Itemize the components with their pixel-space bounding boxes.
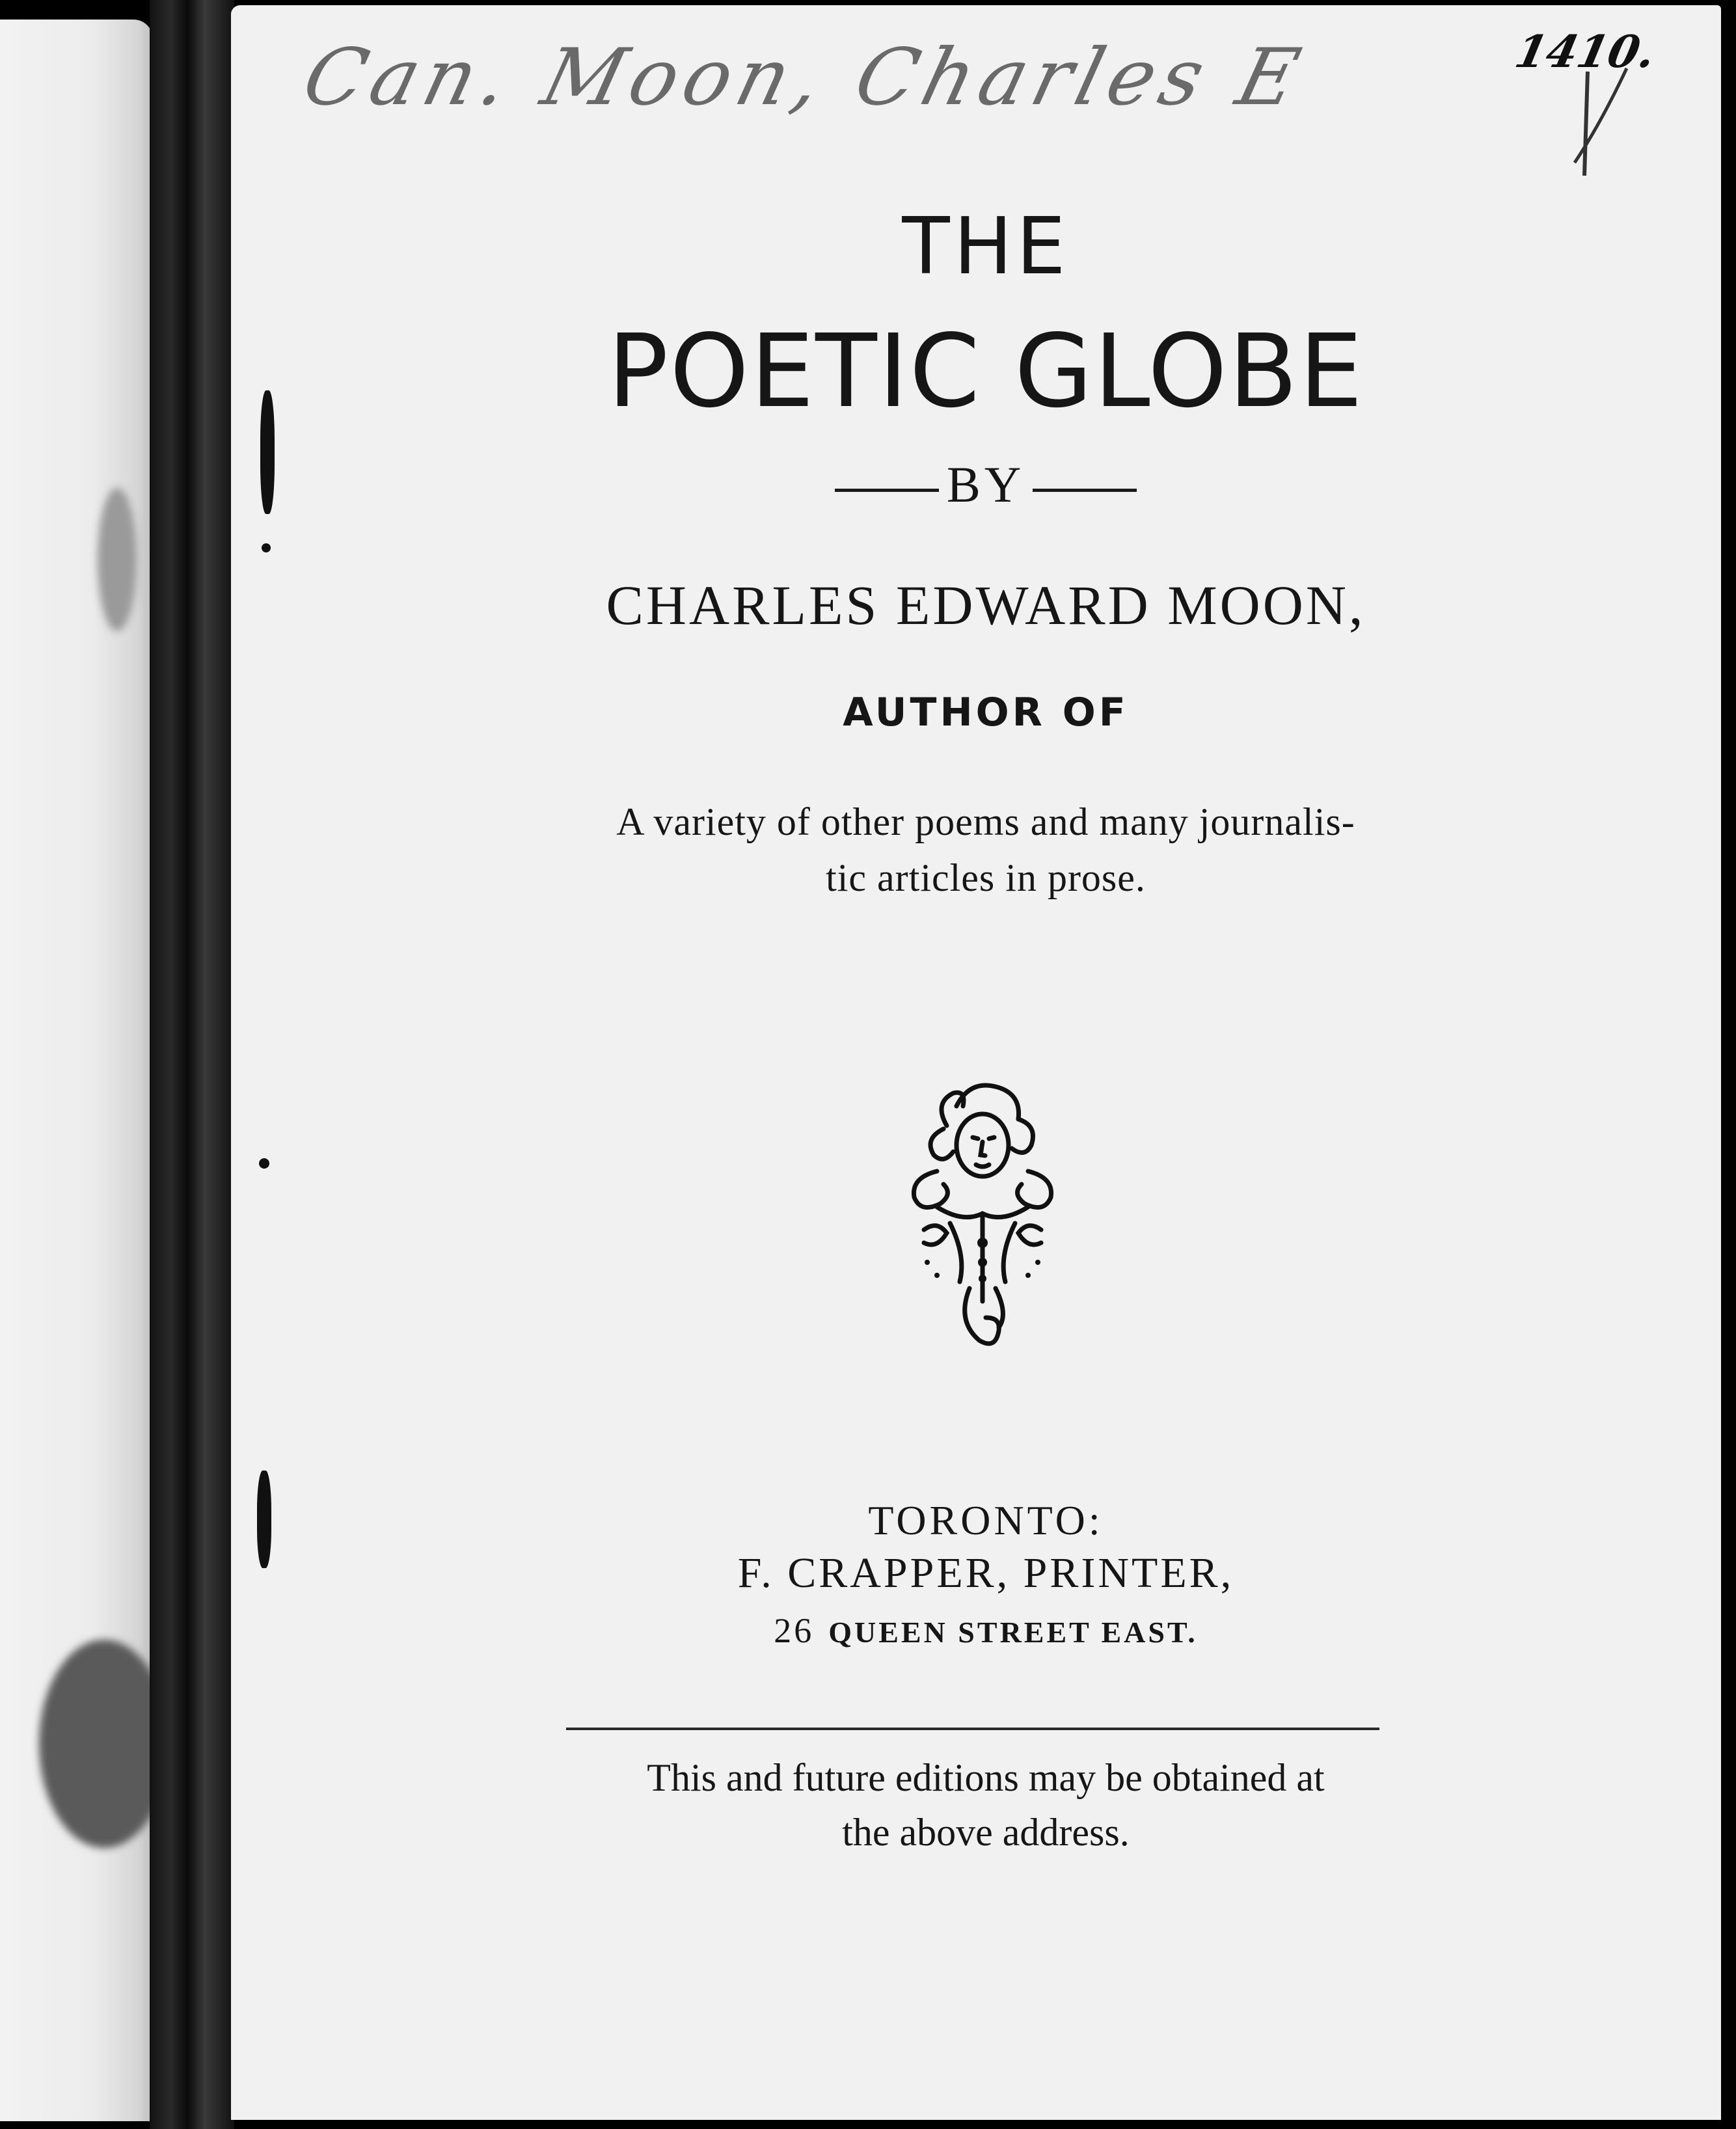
book-title: POETIC GLOBE <box>607 312 1364 430</box>
works-line: tic articles in prose. <box>826 856 1146 899</box>
handwritten-catalog-name: Can. Moon, Charles E <box>294 33 1314 123</box>
author-name: CHARLES EDWARD MOON, <box>606 574 1366 636</box>
other-works-description <box>573 794 1399 906</box>
binding-mark <box>257 1471 271 1568</box>
availability-notice <box>573 1750 1399 1860</box>
binding-dot <box>259 1158 269 1169</box>
notice-divider-rule <box>566 1728 1379 1730</box>
printer-name: F. CRAPPER, PRINTER, <box>737 1549 1234 1597</box>
author-of-heading: AUTHOR OF <box>843 690 1129 735</box>
by-line <box>573 455 1399 514</box>
notice-line: This and future editions may be obtained at <box>647 1756 1325 1799</box>
publication-city: TORONTO: <box>868 1497 1104 1543</box>
handwritten-catalog-number: 1410. <box>1510 26 1661 78</box>
by-rule-right <box>1033 489 1137 492</box>
by-label: BY <box>946 456 1025 513</box>
notice-line: the above address. <box>842 1811 1130 1854</box>
works-line: A variety of other poems and many journalis- <box>616 800 1355 843</box>
by-rule-left <box>835 489 939 492</box>
address-number: 26 <box>774 1611 815 1650</box>
printer-address <box>573 1610 1399 1651</box>
book-binding <box>150 0 234 2129</box>
binding-mark <box>260 390 275 514</box>
stain-mark <box>98 488 137 631</box>
address-street: QUEEN STREET EAST. <box>828 1616 1198 1649</box>
cherub-head-ornament-icon <box>898 1067 1067 1353</box>
title-article: THE <box>902 202 1070 292</box>
binding-dot <box>262 543 271 552</box>
handwritten-check-mark <box>1562 65 1633 176</box>
